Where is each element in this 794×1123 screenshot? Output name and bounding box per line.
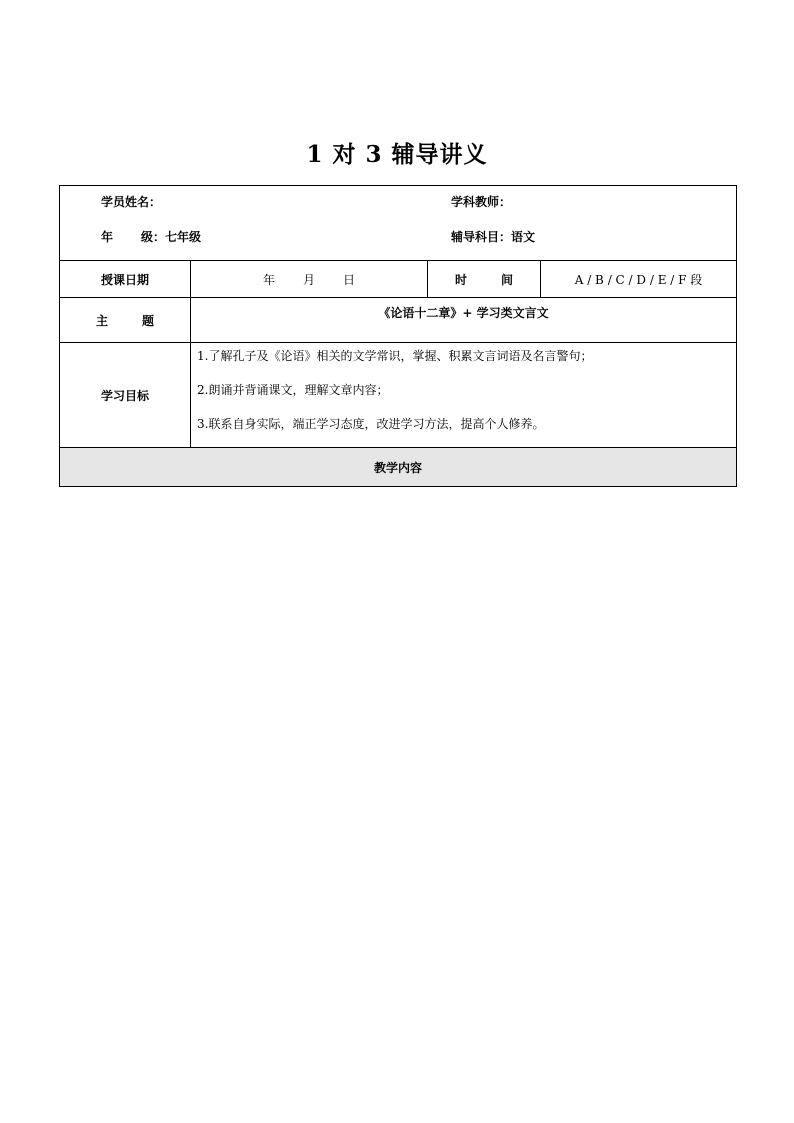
info-cell <box>60 186 737 261</box>
lesson-info-table <box>59 185 737 487</box>
time-label: 时 间 <box>428 261 541 298</box>
grade-value: 七年级 <box>165 230 202 244</box>
student-name-label: 学员姓名： <box>101 195 162 209</box>
grade-label-2: 级： <box>141 230 166 244</box>
goal-item: 1.了解孔子及《论语》相关的文学常识，掌握、积累文言词语及名言警句； <box>197 349 593 363</box>
topic-row <box>60 298 737 343</box>
goals-label: 学习目标 <box>60 343 191 448</box>
teaching-content-row <box>60 448 737 487</box>
date-year: 年 <box>262 272 275 287</box>
subject-label: 辅导科目： <box>451 230 512 244</box>
teaching-content-header: 教学内容 <box>60 448 737 487</box>
grade-field <box>101 228 201 245</box>
subject-teacher-label: 学科教师： <box>451 195 512 209</box>
info-row <box>60 186 737 261</box>
goals-row <box>60 343 737 448</box>
date-day: 日 <box>343 272 356 287</box>
topic-label: 主 题 <box>60 298 191 343</box>
grade-label-1: 年 <box>101 230 114 244</box>
goal-item: 3.联系自身实际，端正学习态度，改进学习方法，提高个人修养。 <box>197 417 545 431</box>
date-month: 月 <box>302 272 315 287</box>
subject-field <box>451 228 535 245</box>
date-row <box>60 261 737 298</box>
topic-value: 《论语十二章》+ 学习类文言文 <box>191 298 737 343</box>
goals-list <box>191 343 737 448</box>
subject-value: 语文 <box>511 230 536 244</box>
goal-item: 2.朗诵并背诵课文，理解文章内容； <box>197 383 389 397</box>
document-title: 1 对 3 辅导讲义 <box>306 141 488 168</box>
date-value <box>191 261 428 298</box>
time-period-value: A / B / C / D / E / F 段 <box>541 261 737 298</box>
date-label: 授课日期 <box>60 261 191 298</box>
